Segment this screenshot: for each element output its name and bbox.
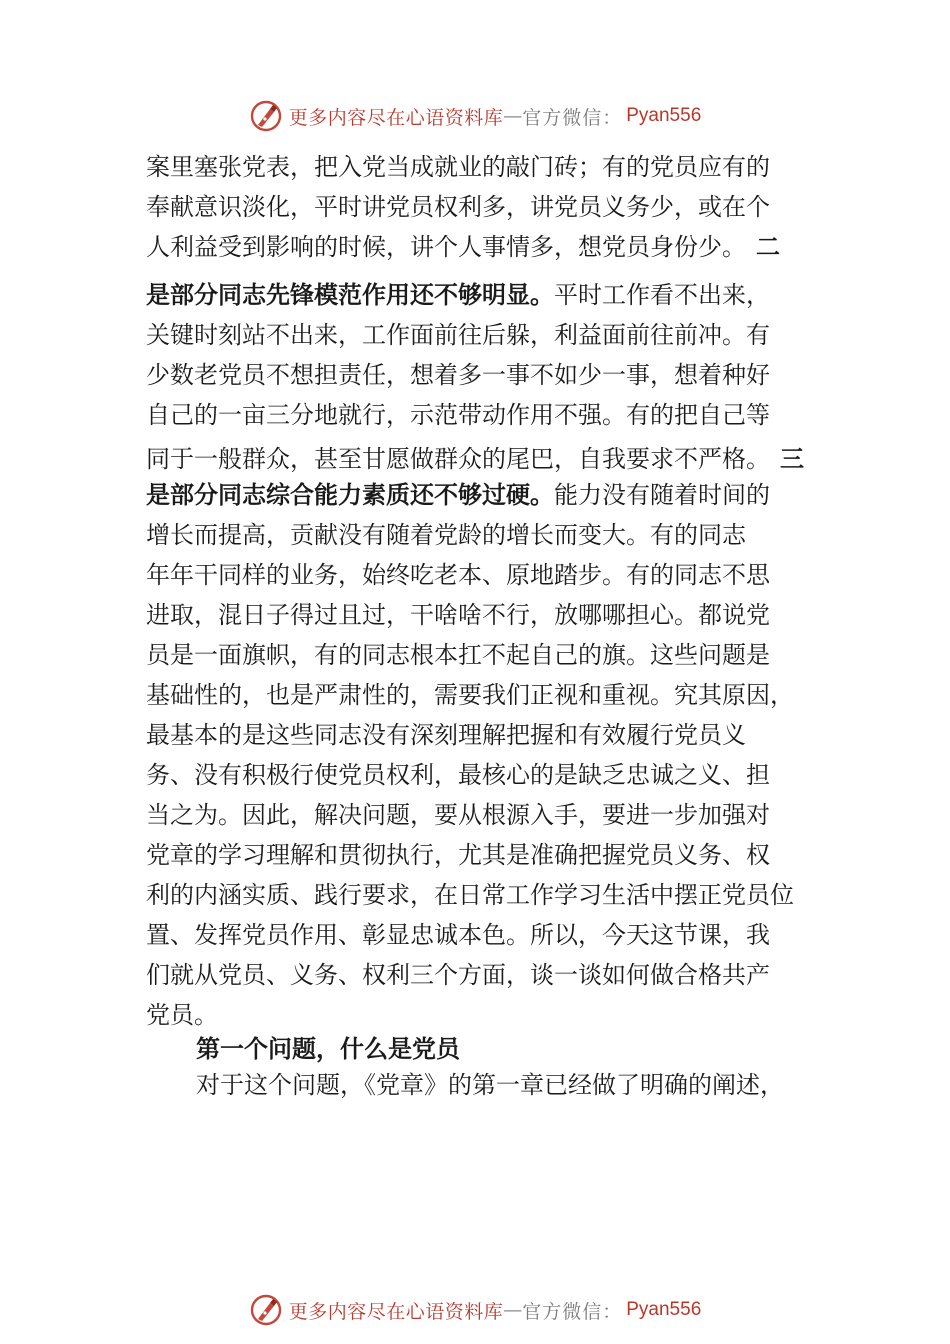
banner-wechat-id: Pyan556 [626,105,702,126]
line-text: 当之为。因此，解决问题，要从根源入手，要进一步加强对 [146,801,770,829]
line-text: 案里塞张党表，把入党当成就业的敲门砖；有的党员应有的 [146,153,770,181]
paragraph-line [146,358,770,392]
line-text: 能力没有随着时间的 [554,481,770,509]
line-text: 党员。 [146,1001,218,1029]
paragraph-line [146,758,770,792]
bold-numeral: 三 [780,445,804,473]
line-text: 员是一面旗帜，有的同志根本扛不起自己的旗。这些问题是 [146,641,770,669]
banner-dash: — [503,105,523,127]
paragraph-line [146,150,770,184]
banner-label: 官方微信： [522,106,623,129]
line-text: 人利益受到影响的时候，讲个人事情多，想党员身份少。 [146,233,746,261]
bold-phrase: 是部分同志先锋模范作用还不够明显。 [146,281,554,309]
paragraph-line: 对于这个问题，《党章》的第一章已经做了明确的阐述， [196,1071,784,1099]
paragraph-line [146,442,804,476]
line-text: 务、没有积极行使党员权利，最核心的是缺乏忠诚之义、担 [146,761,770,789]
paragraph-line [146,958,770,992]
paragraph-line [146,230,780,264]
pen-logo-icon [249,99,283,133]
paragraph-line [146,638,770,672]
banner-wechat-id: Pyan556 [626,1299,702,1320]
paragraph-line [146,190,770,224]
line-text: 们就从党员、义务、权利三个方面，谈一谈如何做合格共产 [146,961,770,989]
paragraph-line [146,878,794,912]
line-text: 自己的一亩三分地就行，示范带动作用不强。有的把自己等 [146,401,770,429]
banner-dash: — [503,1299,523,1321]
paragraph-line [146,678,794,712]
line-text: 置、发挥党员作用、彰显忠诚本色。所以，今天这节课，我 [146,921,770,949]
paragraph-line [146,718,746,752]
banner-label: 官方微信： [522,1300,623,1323]
banner-title: 更多内容尽在心语资料库 [288,1300,504,1323]
paragraph-line [146,558,770,592]
line-text: 基础性的，也是严肃性的，需要我们正视和重视。究其原因， [146,681,794,709]
pen-logo-icon [249,1293,283,1327]
paragraph-line [146,998,218,1032]
line-text: 年年干同样的业务，始终吃老本、原地踏步。有的同志不思 [146,561,770,589]
line-text: 少数老党员不想担责任，想着多一事不如少一事，想着种好 [146,361,770,389]
paragraph-line [146,318,770,352]
paragraph-line [146,838,770,872]
paragraph-line [146,518,746,552]
line-text: 进取，混日子得过且过，干啥啥不行，放哪哪担心。都说党 [146,601,770,629]
line-text: 同于一般群众，甚至甘愿做群众的尾巴，自我要求不严格。 [146,445,770,473]
bold-phrase: 是部分同志综合能力素质还不够过硬。 [146,481,554,509]
line-text: 奉献意识淡化，平时讲党员权利多，讲党员义务少，或在个 [146,193,770,221]
line-text: 最基本的是这些同志没有深刻理解把握和有效履行党员义 [146,721,746,749]
line-text: 利的内涵实质、践行要求，在日常工作学习生活中摆正党员位 [146,881,794,909]
paragraph-line [146,918,770,952]
line-text: 关键时刻站不出来，工作面前往后躲，利益面前往前冲。有 [146,321,770,349]
paragraph-line [146,278,770,312]
bold-numeral: 二 [756,233,780,261]
paragraph-line [146,398,770,432]
line-text: 党章的学习理解和贯彻执行，尤其是准确把握党员义务、权 [146,841,770,869]
header-banner [0,96,950,136]
footer-banner [0,1290,950,1330]
line-text: 平时工作看不出来， [554,281,770,309]
paragraph-line [146,478,770,512]
line-text: 增长而提高，贡献没有随着党龄的增长而变大。有的同志 [146,521,746,549]
paragraph-line [146,598,770,632]
banner-title: 更多内容尽在心语资料库 [288,106,504,129]
section-heading: 第一个问题，什么是党员 [196,1035,460,1063]
paragraph-line [146,798,770,832]
